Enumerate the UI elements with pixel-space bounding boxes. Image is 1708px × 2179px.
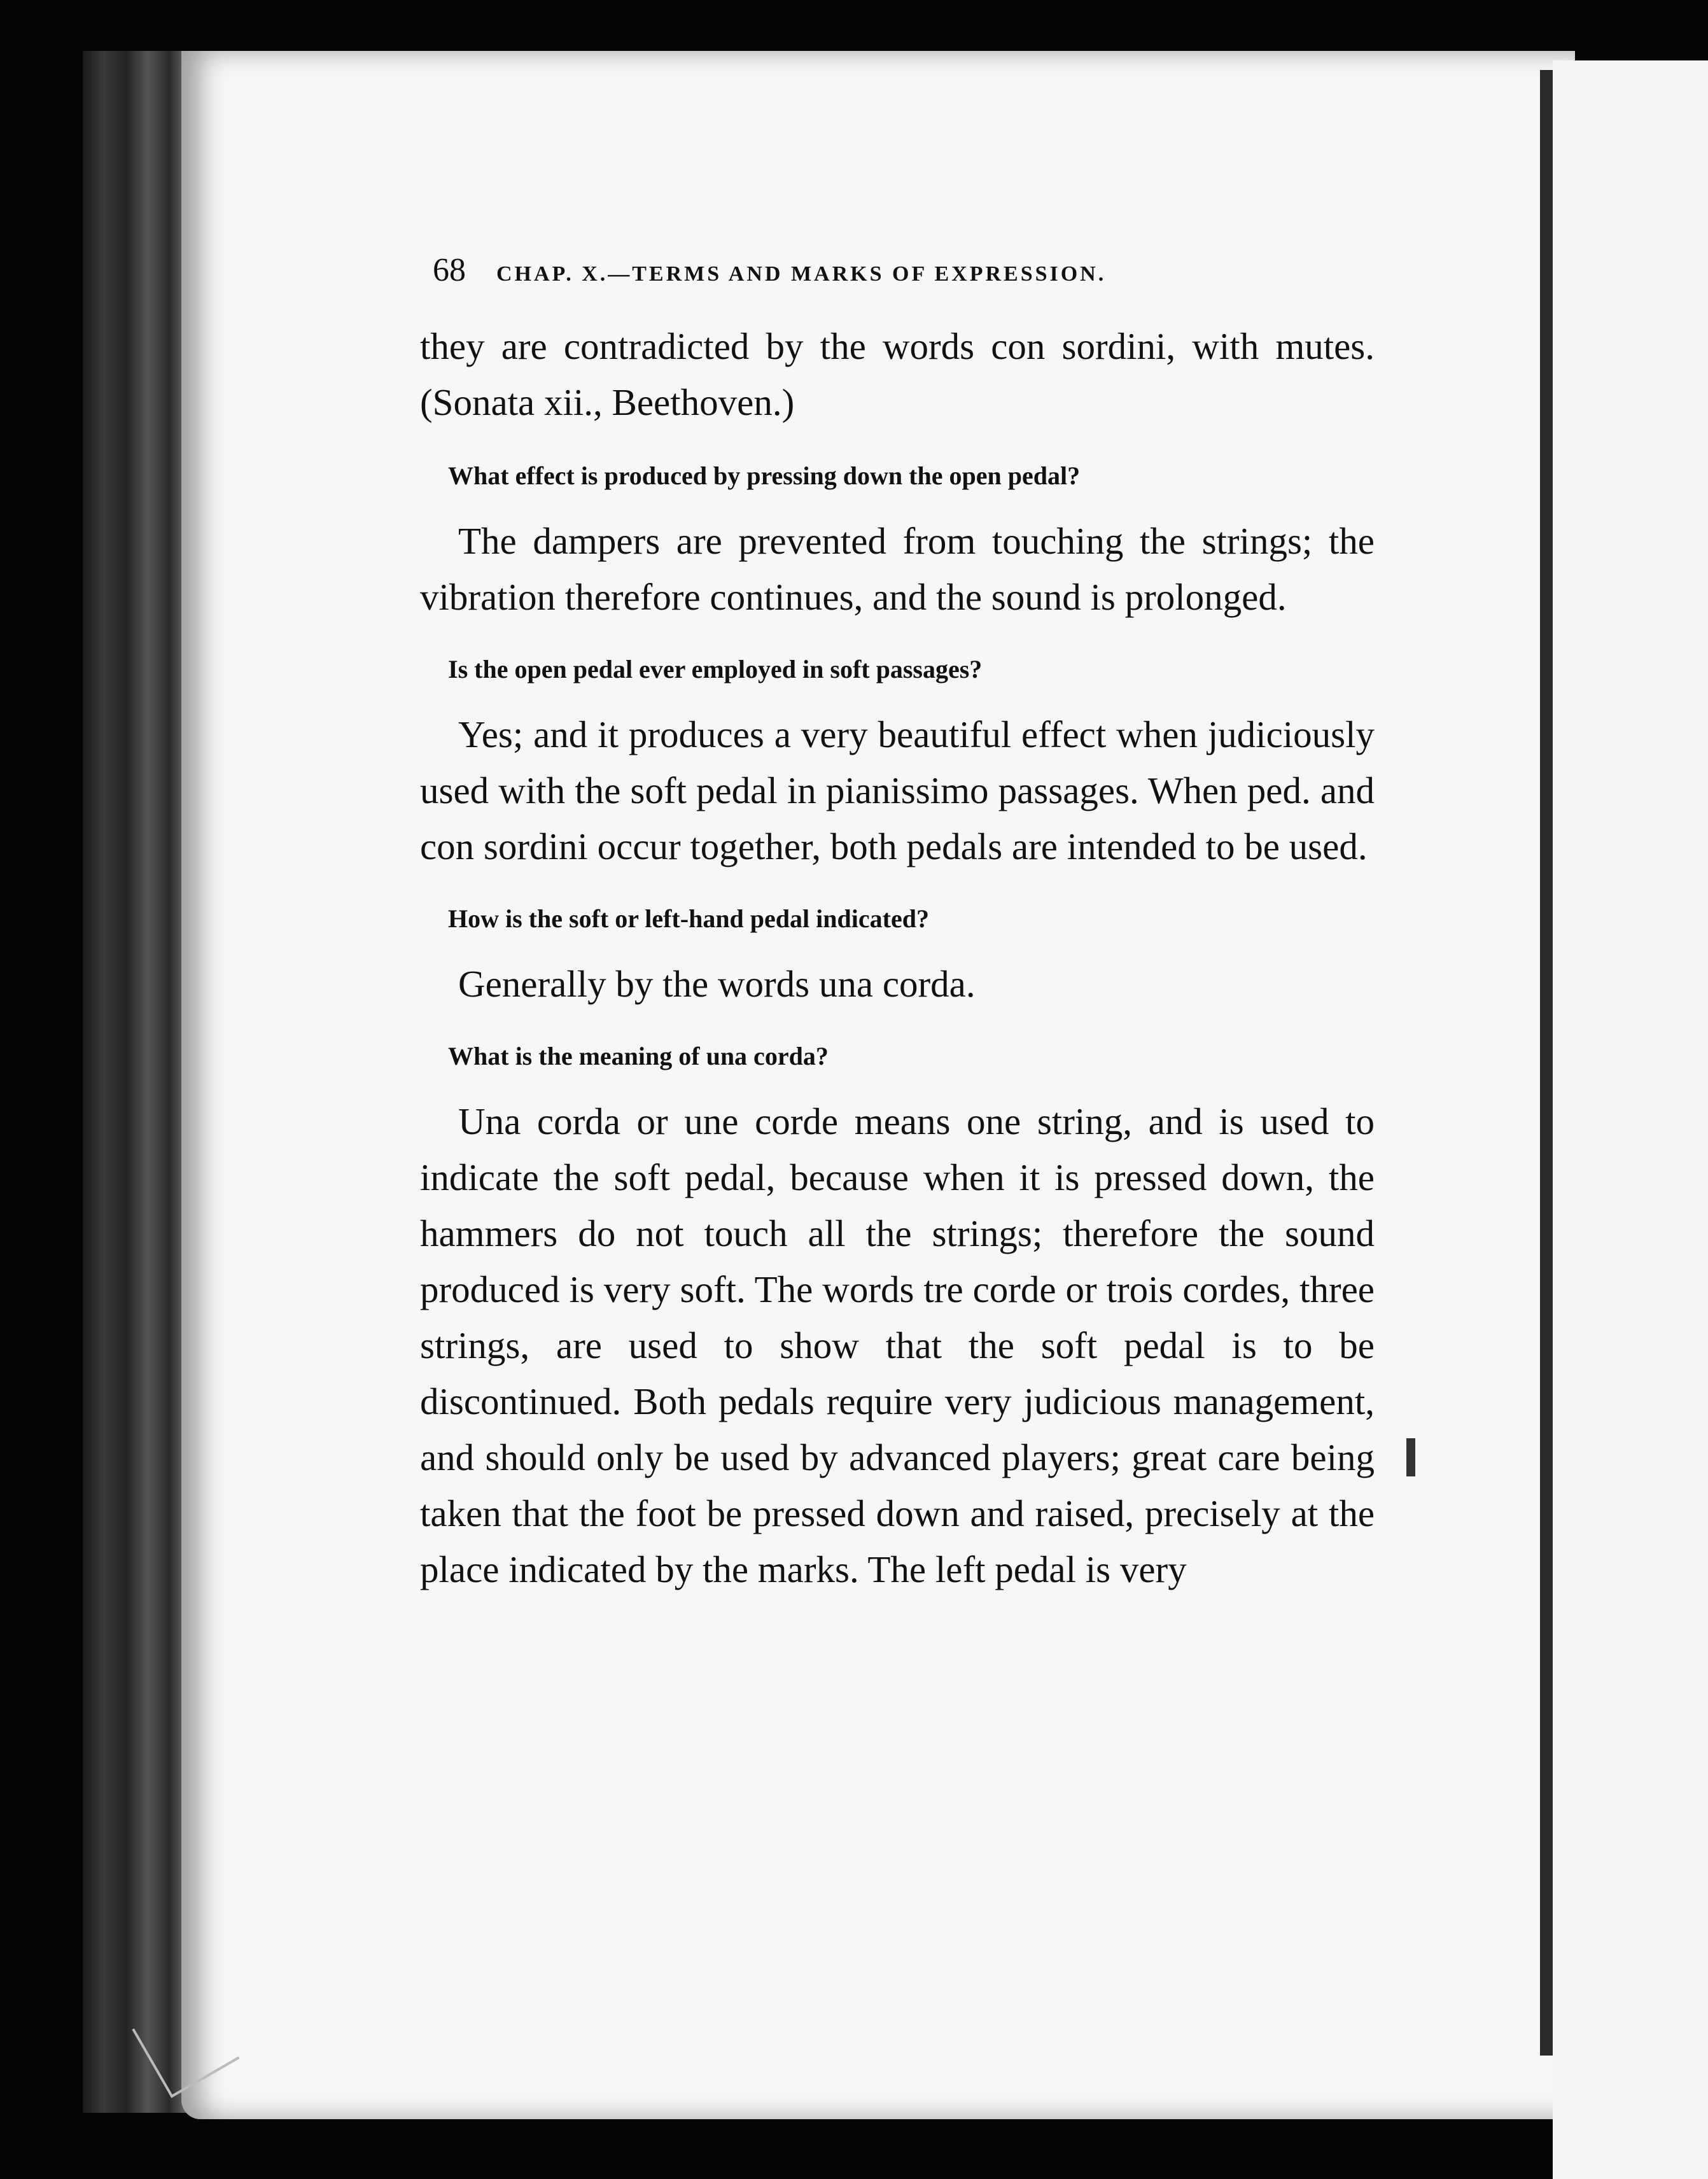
page-edge (1540, 70, 1553, 2056)
book-spine (83, 51, 191, 2113)
facing-page (1553, 60, 1708, 2179)
question-open-pedal-effect: What effect is produced by pressing down the open pedal? (448, 461, 1081, 490)
page-number: 68 (433, 252, 466, 288)
running-title: CHAP. X.—TERMS AND MARKS OF EXPRESSION. (496, 262, 1107, 286)
question-una-corda-meaning: What is the meaning of una corda? (448, 1042, 829, 1070)
page-body (420, 318, 1375, 1597)
answer-open-pedal-soft-passages: Yes; and it produces a very beautiful effect when judiciously used with the soft pedal in pianissimo passages. When ped. and con sordini occur together, both pedals are intended to be used. (420, 713, 1375, 867)
answer-soft-pedal-indication: Generally by the words una corda. (458, 963, 976, 1005)
page-header (433, 251, 1292, 296)
paragraph-continuation: they are contradicted by the words con sordini, with mutes. (Sonata xii., Beethoven.) (420, 325, 1375, 423)
question-soft-pedal-indication: How is the soft or left-hand pedal indicated? (448, 904, 929, 933)
answer-open-pedal-effect: The dampers are prevented from touching the strings; the vibration therefore continues, and the sound is prolonged. (420, 520, 1375, 618)
page-mark (1406, 1438, 1415, 1476)
question-open-pedal-soft-passages: Is the open pedal ever employed in soft passages? (448, 655, 983, 683)
answer-una-corda-meaning: Una corda or une corde means one string, and is used to indicate the soft pedal, because when it is pressed down, the hammers do not touch all the strings; therefore the sound produced is very soft. The words tre corde or trois cordes, three strings, are used to show that the soft pedal is to be discontinued. Both pedals require very judicious management, and should only be used by advanced players; great care being taken that the foot be pressed down and raised, precisely at the place indicated by the marks. The left pedal is very (420, 1100, 1375, 1590)
